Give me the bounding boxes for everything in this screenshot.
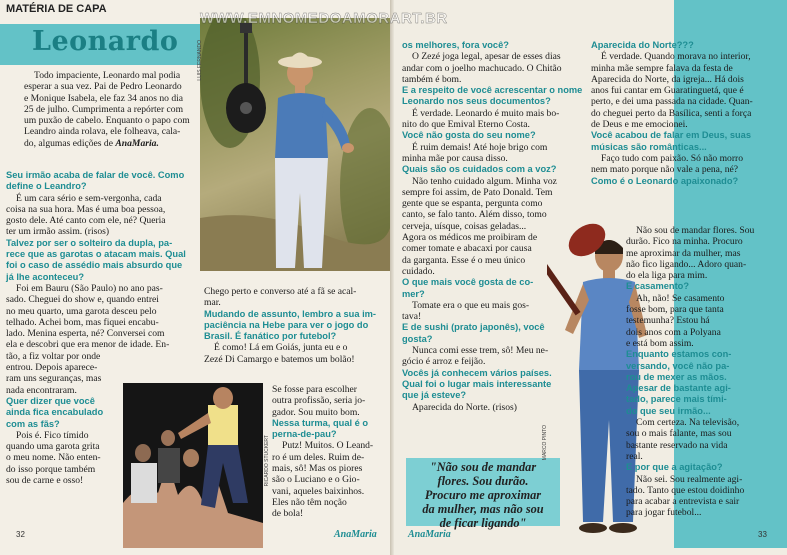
- question-10: E de sushi (prato japonês), você gosta?: [402, 322, 545, 344]
- answer-13: Faço tudo com paixão. Só não morro nem mato porque não vale a pena, né?: [591, 152, 744, 176]
- answer-12: É verdade. Quando morava no interior, minha mãe sempre falava da festa de Aparecida do Norte, da igreja... Há dois anos fui cantar em Guaratinguetá, que é perto, e dei uma passada na cidade. Quan- do cheguei perto da Basílica, senti a força de Deus e me emocionei.: [591, 51, 753, 131]
- pull-quote-box: [406, 458, 560, 530]
- fans-photo: [123, 383, 263, 548]
- question-3: Quer dizer que você ainda fica encabulado com as fãs?: [6, 395, 104, 429]
- left-column-3: [272, 384, 390, 520]
- answer-15: Ah, não! Se casamento fosse bom, para que tanta testemunha? Estou há dois anos com a Polyana e está bom assim.: [626, 292, 725, 349]
- left-column-2: [204, 286, 388, 365]
- question-13: Você acabou de falar em Deus, suas músicas são românticas...: [591, 130, 752, 152]
- answer-14: Não sou de mandar flores. Sou durão. Fico na minha. Procuro me aproximar da mulher, mas não fico ligando... Adoro quan- do ela liga para mim.: [626, 225, 755, 282]
- answer-10: Nunca comi esse trem, sô! Meu ne- gócio é arroz e feijão.: [402, 345, 549, 368]
- question-top: os melhores, fora você?: [402, 40, 509, 50]
- footer-magazine-right: AnaMaria: [408, 529, 451, 540]
- page-title: Leonardo: [32, 26, 179, 57]
- question-11: Vocês já conhecem vários países. Qual foi o lugar mais interessante que já esteve?: [402, 367, 552, 401]
- intro-block: [24, 70, 200, 149]
- question-16: Enquanto estamos con- versando, você não pa- rou de mexer as mãos. Apesar de bastante agi- tado, parece mais tími- do que seu irmão...: [626, 349, 732, 416]
- intro-text: Todo impaciente, Leonardo mal podia esperar a sua vez. Pai de Pedro Leonardo e Monique Isabela, ele faz 34 anos no dia 25 de julho. Cumprimenta a repórter com um puxão de cabelo. Enquanto o papo com Leandro ainda rolava, ele folheava, cala- do, algumas edições de: [24, 70, 190, 149]
- question-12: Aparecida do Norte???: [591, 40, 694, 50]
- footer-magazine-left: AnaMaria: [334, 529, 377, 540]
- question-7: Você não gosta do seu nome?: [402, 130, 536, 141]
- fans-illustration: [123, 383, 263, 548]
- answer-17: Não sei. Sou realmente agi- tado. Tanto que estou doidinho para acabar a entrevista e sair para jogar futebol...: [626, 473, 745, 519]
- photo-credit-right: MARCO PINTO: [542, 425, 548, 461]
- continued-answer: Chego perto e converso até a fã se acal- mar.: [204, 286, 357, 309]
- answer-6: É verdade. Leonardo é muito mais bo- nito do que Emival Eterno Costa.: [402, 107, 560, 131]
- question-15: E casamento?: [626, 281, 690, 292]
- photo-credit-bottom: RICARDO STUCKERT: [264, 435, 270, 487]
- answer-1: É um cara sério e sem-vergonha, cada coisa na sua hora. Mas é uma boa pessoa, gosto dele. Até canto com ele, né? Queria ter um irmão assim. (risos): [6, 192, 166, 238]
- answer-3: Pois é. Fico tímido quando uma garota grita o meu nome. Não enten- do isso porque também sou de carne e osso!: [6, 429, 101, 487]
- answer-5: Putz! Muitos. O Leand- ro é um deles. Ruim de- mais, sô! Mas os piores são o Luciano e o Gio- vani, aqueles baixinhos. Eles não têm noção de bola!: [272, 440, 374, 520]
- watermark-text: WWW.EMNOMEDOAMORART.BR: [200, 10, 448, 27]
- right-column-3: [626, 225, 786, 519]
- question-6: E a respeito de você acrescentar o nome Leonardo nos seus documentos?: [402, 85, 583, 107]
- answer-4b: Se fosse para escolher outra profissão, seria jo- gador. Sou muito bom.: [272, 384, 366, 418]
- question-9: O que mais você gosta de co- mer?: [402, 277, 534, 299]
- answer-11: Aparecida do Norte. (risos): [412, 401, 517, 413]
- photo-illustration: [200, 18, 390, 271]
- answer-2: Foi em Bauru (São Paulo) no ano pas- sado. Cheguei do show e, quando entrei no meu quarto, uma garota desceu pelo telhado. Achei bom, mas fiquei encabu- lado. Menina esperta, né? Conversei com ela e descobri que era menor de idade. En- tão, a fiz voltar por onde entrou. Depois aparece- ram uns seguranças, mas nada encontraram.: [6, 282, 170, 396]
- left-page: [0, 0, 392, 555]
- intro-mag: AnaMaria.: [115, 137, 159, 149]
- question-4: Mudando de assunto, lembro a sua im- paciência na Hebe para ver o jogo do Brasil. É fanático por futebol?: [204, 308, 377, 342]
- question-8: Quais são os cuidados com a voz?: [402, 164, 557, 175]
- answer-top: O Zezé joga legal, apesar de esses dias andar com o joelho machucado. O Chitão também é bom.: [402, 51, 562, 85]
- answer-8: Não tenho cuidado algum. Minha voz sempre foi assim, de Pato Donald. Tem gente que se espanta, pergunta como canto, se falo tanto. Além disso, tomo cerveja, uísque, coisas geladas... Agora os médicos me proibiram de comer tomate e abacaxi por causa da garganta. Esse é o meu único cuidado.: [402, 175, 557, 277]
- pull-quote: "Não sou de mandar flores. Sou durão. Procuro me aproximar da mulher, mas não sou de ficar ligando": [422, 460, 544, 530]
- page-number-right: 33: [758, 530, 767, 539]
- answer-16: Com certeza. Na televisão, sou o mais falante, mas sou bastante reservado na vida real.: [626, 417, 740, 462]
- answer-7: É ruim demais! Até hoje brigo com minha mãe por causa disso.: [402, 141, 548, 164]
- photo-credit-top: LUIS FERNANDO: [197, 40, 203, 81]
- question-17: E por que a agitação?: [626, 462, 723, 473]
- question-1: Seu irmão acaba de falar de você. Como define o Leandro?: [6, 170, 185, 192]
- answer-9: Tomate era o que eu mais gos- tava!: [402, 299, 530, 323]
- page-number-left: 32: [16, 530, 25, 539]
- question-2: Talvez por ser o solteiro da dupla, pa- rece que as garotas o atacam mais. Qual foi o caso de assédio mais absurdo que já lhe aconteceu?: [6, 237, 186, 282]
- right-column-2: [591, 40, 785, 187]
- answer-4: É como! Lá em Goiás, junta eu e o Zezé Di Camargo e batemos um bolão!: [204, 342, 355, 365]
- leonardo-guitar-photo: [200, 18, 390, 271]
- question-5: Nessa turma, qual é o perna-de-pau?: [272, 417, 369, 440]
- question-14: Como é o Leonardo apaixonado?: [591, 175, 739, 186]
- right-page: [394, 0, 787, 555]
- section-label: MATÉRIA DE CAPA: [6, 3, 107, 15]
